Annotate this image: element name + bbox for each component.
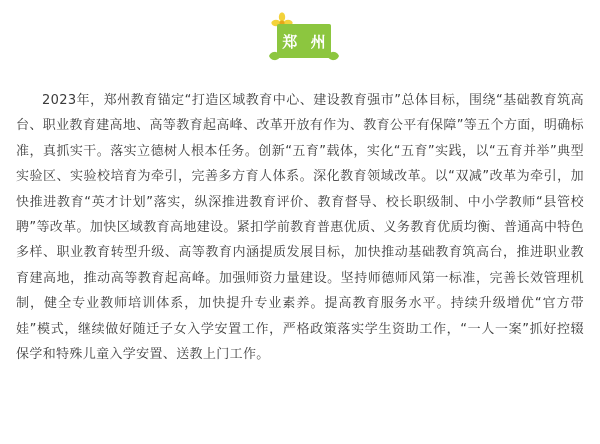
article-paragraph: 2023年，郑州教育锚定“打造区域教育中心、建设教育强市”总体目标，围绕“基础教育筑高台、职业教育建高地、高等教育起高峰、改革开放有作为、教育公平有保障”等五个方面，明确标准，真抓实干。落实立德树人根本任务。创新“五育”载体，实化“五育”实践，以“五育并举”典型实验区、实验校培育为牵引，完善多方育人体系。深化教育领域改革。以“双减”改革为牵引，加快推进教育“英才计划”落实，纵深推进教育评价、教育督导、校长职级制、中小学教师“县管校聘”等改革。加快区域教育高地建设。紧扣学前教育普惠优质、义务教育优质均衡、普通高中特色多样、职业教育转型升级、高等教育内涵提质发展目标，加快推动基础教育筑高台，推进职业教育建高地，推动高等教育起高峰。加强师资力量建设。坚持师德师风第一标准，完善长效管理机制，健全专业教师培训体系，加快提升专业素养。提高教育服务水平。持续升级增优“官方带娃”模式，继续做好随迁子女入学安置工作，严格政策落实学生资助工作，“一人一案”抓好控辍保学和特殊儿童入学安置、送教上门工作。 xyxy=(16,93,584,363)
section-header xyxy=(0,0,600,72)
city-title: 郑 州 xyxy=(282,32,330,51)
city-badge xyxy=(277,24,331,58)
city-badge-wrapper xyxy=(271,12,337,64)
